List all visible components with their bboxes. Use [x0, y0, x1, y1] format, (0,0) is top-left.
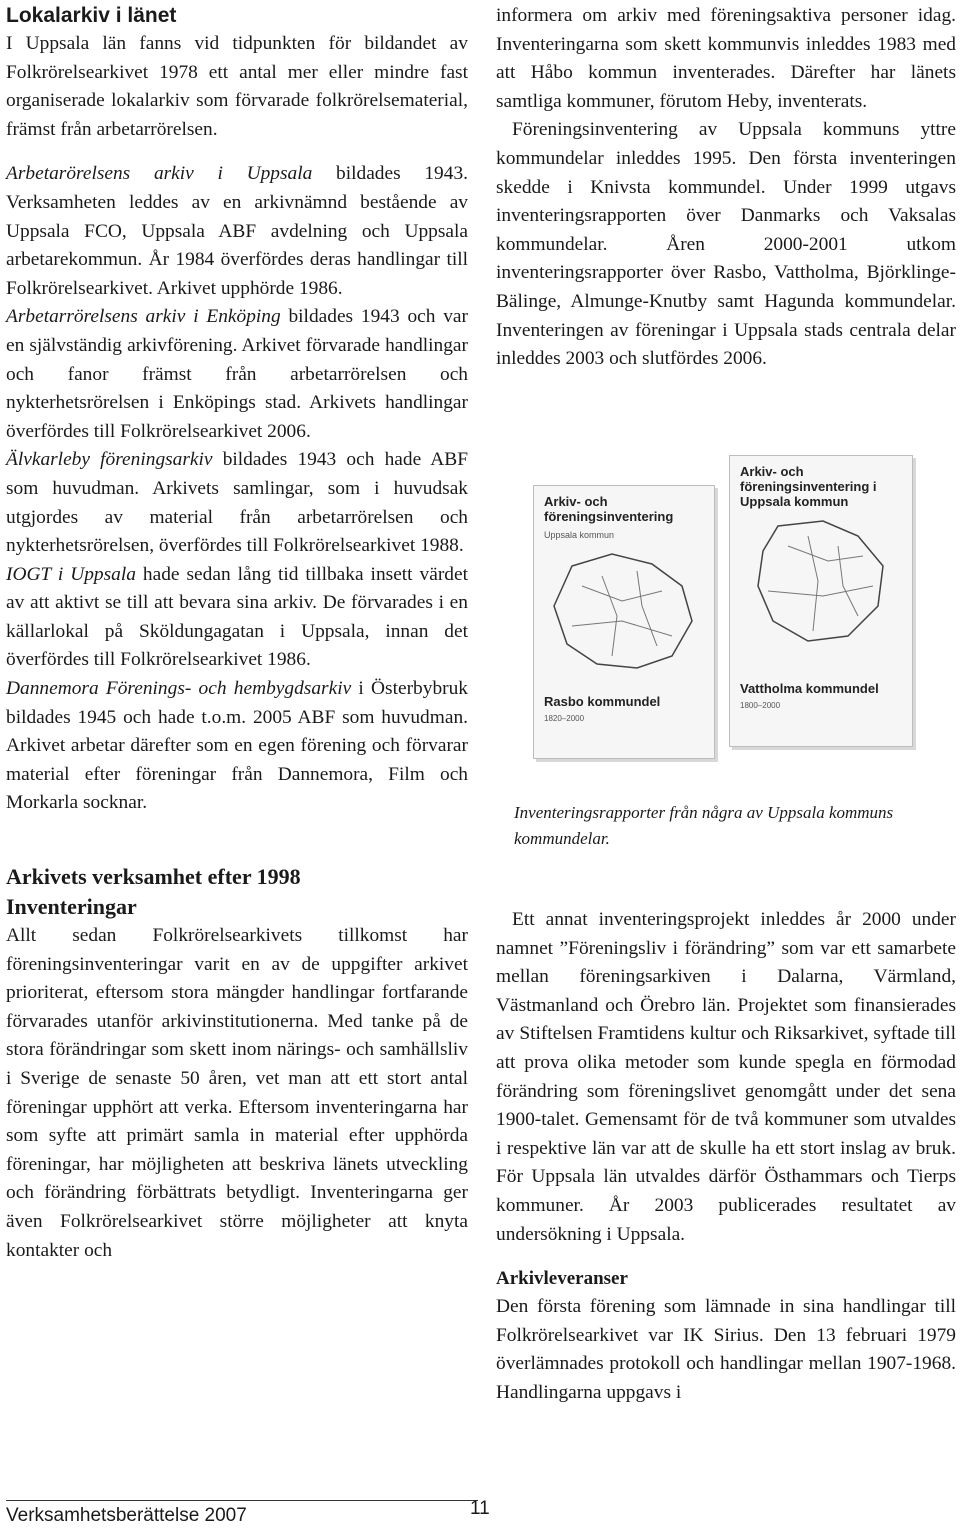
paragraph-text: i Österbybruk bildades 1945 och hade t.o.m. 2005 ABF som huvudman. Arkivet arbetar därefter som en egen förening och förvarar material efter föreningar från Dannemora, Film och Morkarla socknar. [6, 678, 468, 814]
section-heading: Arkivets verksamhet efter 1998 [6, 864, 301, 890]
subheading-inventeringar: Inventeringar [6, 894, 137, 920]
archive-name: Arbetarörelsens arkiv i Uppsala [6, 163, 313, 185]
paragraph: informera om arkiv med föreningsaktiva personer idag. Inventeringarna som skett kommunvis inleddes 1983 med att Håbo kommun inventerades. Därefter har länets samtliga kommuner, förutom Heby, inventerats. [496, 5, 956, 112]
paragraph: Den första förening som lämnade in sina handlingar till Folkrörelsearkivet var IK Sirius. Den 13 februari 1979 överlämnades protokoll och handlingar mellan 1907-1968. Handlingarna uppgavs i [496, 1296, 956, 1403]
archive-name: IOGT i Uppsala [6, 563, 136, 585]
paragraph [6, 675, 468, 818]
right-column [496, 0, 956, 374]
paragraph-text: bildades 1943 och hade ABF som huvudman. Arkivets samlingar, som i huvudsak utgjordes av material från arbetarrörelsen och nykterhetsrörelsen, överfördes till Folkrörelsearkivet 1988. [6, 449, 468, 557]
footer-title: Verksamhetsberättelse 2007 [6, 1505, 247, 1526]
paragraph [6, 446, 468, 560]
paragraph [6, 160, 468, 303]
paragraph: I Uppsala län fanns vid tidpunkten för bildandet av Folkrörelsearkivet 1978 ett antal mer eller mindre fast organiserade lokalarkiv som förvarade folkrörelsematerial, främst från arbetarrörelsen. [6, 33, 468, 140]
archive-name: Arbetarrörelsens arkiv i Enköping [6, 306, 281, 328]
map-icon [542, 546, 702, 676]
footer-rule [6, 1500, 478, 1501]
booklet-years: 1820–2000 [544, 714, 585, 723]
subheading-arkivleveranser: Arkivleveranser [496, 1268, 628, 1290]
archive-name: Älvkarleby föreningsarkiv [6, 449, 213, 471]
map-icon [738, 516, 898, 646]
paragraph-text: bildades 1943. Verksamheten leddes av en arkivnämnd bestående av Uppsala FCO, Uppsala ABF avdelning och Uppsala arbetarekommun. År 1984 överfördes deras handlingar till Folkrörelsearkivet. Arkivet upphörde 1986. [6, 163, 468, 299]
booklet-vattholma [729, 455, 913, 747]
booklet-title: Arkiv- och föreningsinventering [544, 494, 674, 524]
paragraph: Ett annat inventeringsprojekt inleddes år 2000 under namnet ”Föreningsliv i förändring” som var ett samarbete mellan föreningsarkiven i Dalarna, Värmland, Västmanland och Örebro län. Projektet som finansierades av Stiftelsen Framtidens kultur och Riksarkivet, syftade till att prova olika metoder som kunde spegla en förmodad förändring som föreningslivet genomgått under det sena 1900-talet. Gemensamt för de två kommuner som utvaldes i respektive län var att de skulle ha ett stort inslag av bruk. För Uppsala län utvaldes därför Östhammars och Tierps kommuner. År 2003 publicerades resultatet av undersökning i Uppsala. [496, 909, 956, 1245]
paragraph-text: hade sedan lång tid tillbaka insett värdet av att aktivt se till att bevara sina arkiv. De förvarades i en källarlokal på Sköldungagatan i Uppsala, innan det överfördes till Folkrörelsearkivet 1986. [6, 563, 468, 671]
paragraph-text: bildades 1943 och var en självständig arkivförening. Arkivet förvarade handlingar och fanor främst från arbetarrörelsen och nykterhetsrörelsen i Enköpings stad. Arkivets handlingar överfördes till Folkrörelsearkivet 2006. [6, 306, 468, 442]
paragraph [6, 561, 468, 675]
booklet-subtitle: Uppsala kommun [544, 530, 615, 540]
archive-name: Dannemora Förenings- och hembygdsarkiv [6, 678, 352, 700]
page-number: 11 [470, 1498, 490, 1519]
paragraph: Allt sedan Folkrörelsearkivets tillkomst har föreningsinventeringar varit en av de uppgifter arkivet prioriterat, eftersom stora mängder handlingar fortfarande förvarades utanför arkivinstitutionerna. Med tanke på de stora förändringar som skett inom närings- och samhällsliv i Sverige de senaste 50 åren, vet man att ett stort antal föreningar upphört att verka. Eftersom inventeringarna har som syfte att primärt samla in material efter upphörda föreningar, har möjligheten att beskriva länets utveckling och förändring förbättrats betydligt. Inventeringarna ger även Folkrörelsearkivet större möjligheter att knyta kontakter och [6, 925, 468, 1261]
paragraph: Föreningsinventering av Uppsala kommuns yttre kommundelar inleddes 1995. Den första inventeringen skedde i Knivsta kommundel. Under 1999 utgavs inventeringsrapporten över Danmarks och Vaksalas kommundelar. Åren 2000-2001 utkom inventeringsrapporter över Rasbo, Vattholma, Björklinge-Bälinge, Almunge-Knutby samt Hagunda kommundelar. Inventeringen av föreningar i Uppsala stads centrala delar inleddes 2003 och slutfördes 2006. [496, 119, 956, 370]
booklet-bottom-title: Vattholma kommundel [740, 681, 879, 696]
paragraph [6, 303, 468, 446]
booklet-rasbo [533, 485, 715, 759]
left-column [6, 0, 468, 1265]
booklet-years: 1800–2000 [740, 701, 781, 710]
figure-caption: Inventeringsrapporter från några av Uppsala kommuns kommundelar. [514, 803, 894, 848]
booklet-bottom-title: Rasbo kommundel [544, 694, 661, 709]
booklet-title: Arkiv- och föreningsinventering i Uppsala kommun [740, 464, 877, 509]
heading-lokalarkiv: Lokalarkiv i länet [6, 4, 177, 27]
right-column-lower [496, 906, 956, 1408]
booklet-photo [533, 455, 913, 760]
